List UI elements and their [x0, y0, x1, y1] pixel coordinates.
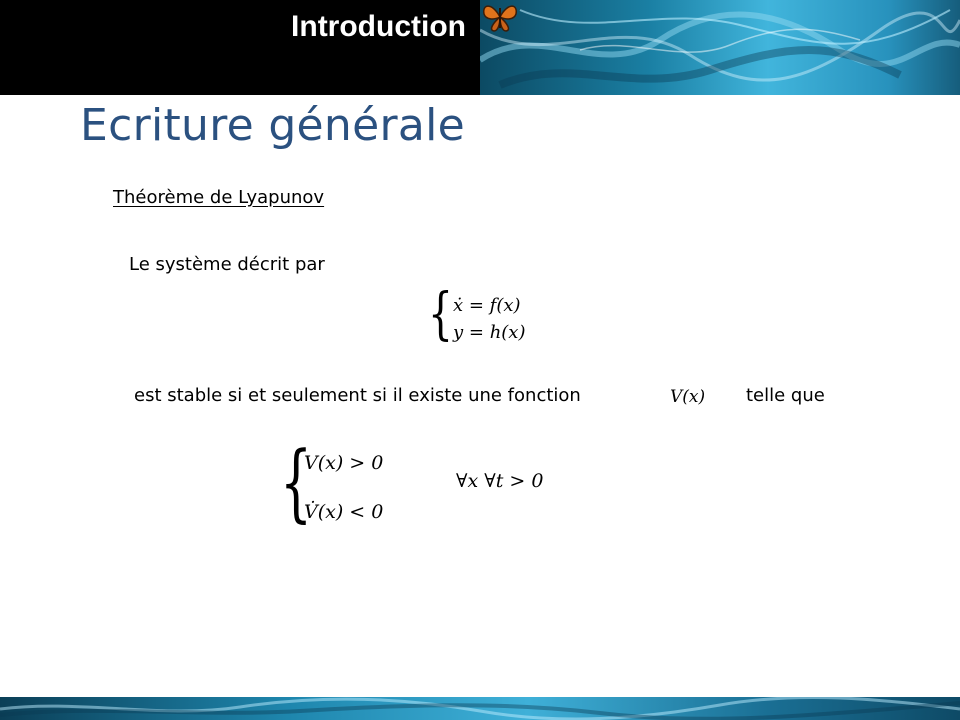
function-symbol: V(x) — [670, 387, 706, 407]
slide-header — [0, 0, 960, 95]
quantifiers: ∀x ∀t > 0 — [456, 470, 544, 492]
intro-text: Le système décrit par — [129, 254, 325, 275]
output-equation: y = h(x) — [453, 322, 526, 343]
header-decorative-banner — [480, 0, 960, 95]
state-equation: ẋ = f(x) — [453, 295, 521, 316]
derivative-condition: V̇(x) < 0 — [304, 501, 384, 523]
condition-text: est stable si et seulement si il existe une fonction — [134, 385, 581, 406]
left-brace: { — [280, 433, 313, 531]
smoke-texture — [480, 0, 960, 95]
header-black-panel — [0, 0, 480, 95]
butterfly-icon — [480, 0, 520, 34]
theorem-heading: Théorème de Lyapunov — [113, 187, 325, 208]
positivity-condition: V(x) > 0 — [304, 452, 384, 474]
system-equations — [428, 282, 558, 352]
slide-title: Ecriture générale — [80, 100, 466, 151]
footer-texture — [0, 697, 960, 720]
section-title: Introduction — [291, 10, 466, 43]
left-brace: { — [428, 282, 453, 347]
condition-suffix: telle que — [746, 385, 825, 406]
footer-decorative-band — [0, 697, 960, 720]
